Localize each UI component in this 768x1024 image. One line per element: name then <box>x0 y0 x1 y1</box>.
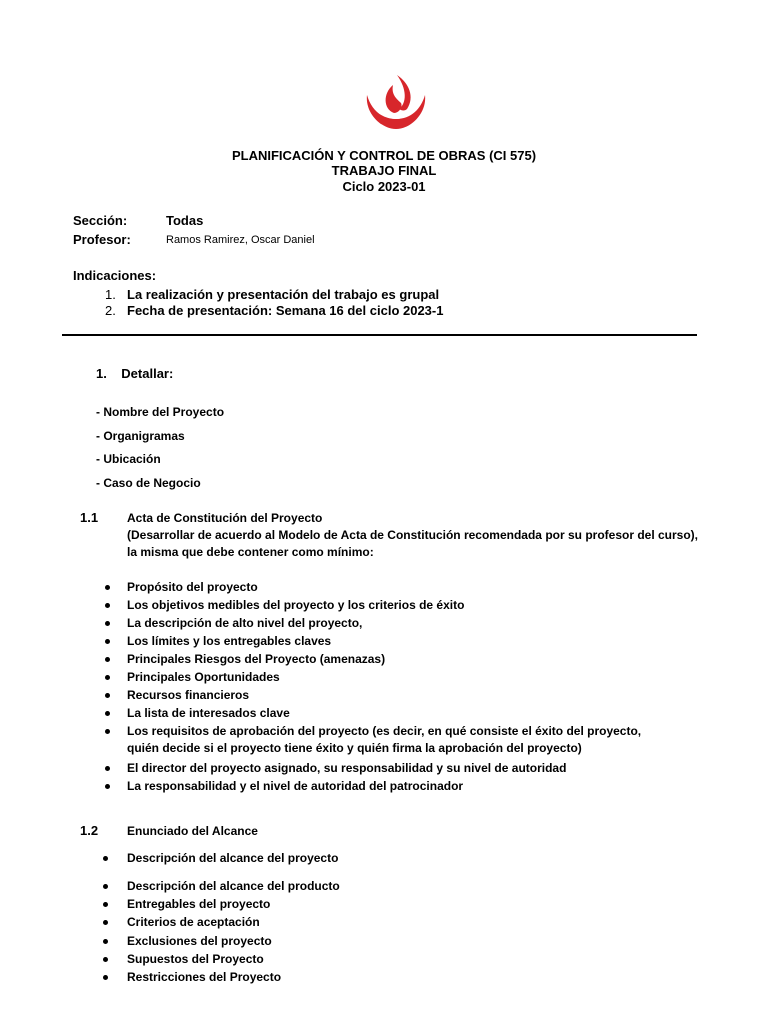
detail-item: - Ubicación <box>96 452 161 466</box>
bullet-icon <box>103 957 108 962</box>
section-1-heading: 1. Detallar: <box>96 366 174 381</box>
bullet-icon <box>103 975 108 980</box>
list-item: El director del proyecto asignado, su responsabilidad y su nivel de autoridad <box>127 761 567 775</box>
section-1-1-title: Acta de Constitución del Proyecto <box>127 511 323 525</box>
bullet-icon <box>103 884 108 889</box>
indication-number: 2. <box>105 303 116 318</box>
indication-item: La realización y presentación del trabajo es grupal <box>127 287 440 302</box>
indications-heading: Indicaciones: <box>73 268 157 283</box>
bullet-icon <box>105 784 110 789</box>
university-flame-logo-icon <box>363 73 429 131</box>
list-item: Supuestos del Proyecto <box>127 952 264 966</box>
bullet-icon <box>103 939 108 944</box>
bullet-icon <box>103 920 108 925</box>
bullet-icon <box>105 657 110 662</box>
section-label: Sección: <box>73 213 128 228</box>
bullet-icon <box>105 675 110 680</box>
list-item: La descripción de alto nivel del proyecto, <box>127 616 363 630</box>
list-item: Criterios de aceptación <box>127 915 260 929</box>
list-item: Principales Oportunidades <box>127 670 280 684</box>
section-1-2-title: Enunciado del Alcance <box>127 824 258 838</box>
document-title: PLANIFICACIÓN Y CONTROL DE OBRAS (CI 575) <box>231 148 537 163</box>
bullet-icon <box>105 766 110 771</box>
bullet-icon <box>105 603 110 608</box>
section-1-2-number: 1.2 <box>80 823 99 838</box>
detail-item: - Caso de Negocio <box>96 476 201 490</box>
indication-item: Fecha de presentación: Semana 16 del ciclo 2023-1 <box>127 303 444 318</box>
list-item: Principales Riesgos del Proyecto (amenazas) <box>127 652 386 666</box>
professor-value: Ramos Ramirez, Oscar Daniel <box>166 234 315 246</box>
section-value: Todas <box>166 213 204 228</box>
list-item: Los límites y los entregables claves <box>127 634 332 648</box>
list-item: Entregables del proyecto <box>127 897 271 911</box>
section-1-1-description: (Desarrollar de acuerdo al Modelo de Acta de Constitución recomendada por su profesor del curso), <box>127 528 699 542</box>
bullet-icon <box>103 856 108 861</box>
bullet-icon <box>105 729 110 734</box>
list-item-continuation: quién decide si el proyecto tiene éxito y quién firma la aprobación del proyecto) <box>127 741 582 755</box>
bullet-icon <box>105 693 110 698</box>
bullet-icon <box>105 585 110 590</box>
list-item: Propósito del proyecto <box>127 580 258 594</box>
list-item: Recursos financieros <box>127 688 250 702</box>
list-item: Los objetivos medibles del proyecto y los criterios de éxito <box>127 598 465 612</box>
professor-label: Profesor: <box>73 232 131 247</box>
list-item: Restricciones del Proyecto <box>127 970 282 984</box>
horizontal-divider <box>62 334 697 336</box>
document-subtitle: TRABAJO FINAL <box>331 163 437 178</box>
bullet-icon <box>105 711 110 716</box>
bullet-icon <box>105 639 110 644</box>
bullet-icon <box>105 621 110 626</box>
section-1-1-number: 1.1 <box>80 510 99 525</box>
indication-number: 1. <box>105 287 116 302</box>
list-item: La lista de interesados clave <box>127 706 290 720</box>
detail-item: - Organigramas <box>96 429 185 443</box>
detail-item: - Nombre del Proyecto <box>96 405 225 419</box>
list-item: Descripción del alcance del producto <box>127 879 340 893</box>
list-item: Exclusiones del proyecto <box>127 934 272 948</box>
list-item: La responsabilidad y el nivel de autoridad del patrocinador <box>127 779 464 793</box>
document-cycle: Ciclo 2023-01 <box>342 179 426 194</box>
list-item: Descripción del alcance del proyecto <box>127 851 339 865</box>
bullet-icon <box>103 902 108 907</box>
section-1-1-description: la misma que debe contener como mínimo: <box>127 545 374 559</box>
list-item: Los requisitos de aprobación del proyecto (es decir, en qué consiste el éxito del proyecto, <box>127 724 642 738</box>
